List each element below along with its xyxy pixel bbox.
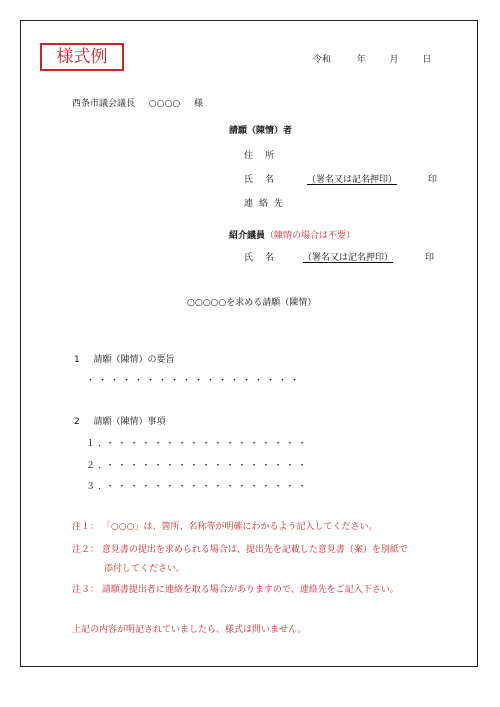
petitioner-name-label: 氏名 — [244, 175, 287, 185]
introducer-heading-line — [229, 228, 355, 241]
note-1 — [72, 519, 377, 532]
section-2-heading-line — [74, 414, 166, 427]
addressee-honorific: 様 — [193, 99, 203, 109]
introducer-note: （陳情の場合は不要） — [265, 231, 356, 241]
note-3 — [72, 582, 399, 595]
section-1-number: 1 — [74, 355, 80, 365]
section-2-line-1: １．・・・・・・・・・・・・・・・・・ — [86, 439, 310, 449]
section-2-heading: 請願（陳情）事項 — [93, 417, 166, 427]
section-2-line-3: ３．・・・・・・・・・・・・・・・・・ — [86, 482, 310, 492]
page-border — [20, 20, 478, 667]
petitioner-address-label: 住所 — [244, 151, 287, 161]
note-1-label: 注１： — [72, 522, 100, 532]
note-2-text: 意見書の提出を求められる場合は、提出先を記載した意見書（案）を別紙で — [101, 545, 408, 555]
section-1-heading: 請願（陳情）の要旨 — [93, 355, 175, 365]
petitioner-signature-note: （署名又は記名押印） — [307, 175, 398, 185]
footer-note: 上記の内容が明記されていましたら、様式は問いません。 — [72, 625, 307, 635]
petitioner-heading: 請願（陳情）者 — [229, 126, 293, 136]
introducer-seal: 印 — [425, 253, 435, 263]
date-line — [313, 52, 431, 65]
addressee-line — [72, 96, 203, 109]
addressee-to: 西条市議会議長 — [72, 99, 136, 109]
petitioner-contact-label: 連絡先 — [244, 199, 290, 209]
introducer-signature-note: （署名又は記名押印） — [303, 253, 394, 263]
introducer-name-label: 氏名 — [244, 253, 287, 263]
note-3-text: 請願書提出者に連絡を取る場合がありますので、連絡先をご記入下さい。 — [101, 585, 399, 595]
date-year: 年 — [356, 55, 366, 65]
introducer-heading: 紹介議員 — [229, 231, 266, 241]
note-2-label: 注２： — [72, 545, 100, 555]
note-2 — [72, 542, 408, 555]
section-1-line-1: ・・・・・・・・・・・・・・・・・・ — [86, 376, 303, 386]
note-1-text: 「○○○」は、箇所、名称等が明確にわかるよう記入してください。 — [101, 522, 378, 532]
date-era: 令和 — [313, 55, 332, 65]
date-day: 日 — [422, 55, 432, 65]
sample-label-badge: 様式例 — [40, 43, 124, 71]
note-2-continuation: 添付してください。 — [104, 564, 186, 574]
document-title: ○○○○○を求める請願（陳情） — [187, 298, 317, 308]
note-3-label: 注３： — [72, 585, 100, 595]
addressee-name: ○○○○ — [148, 99, 181, 109]
section-2-line-2: ２．・・・・・・・・・・・・・・・・・ — [86, 461, 310, 471]
petitioner-seal: 印 — [428, 175, 438, 185]
section-2-number: 2 — [74, 417, 80, 427]
section-1-heading-line — [74, 352, 175, 365]
date-month: 月 — [389, 55, 399, 65]
